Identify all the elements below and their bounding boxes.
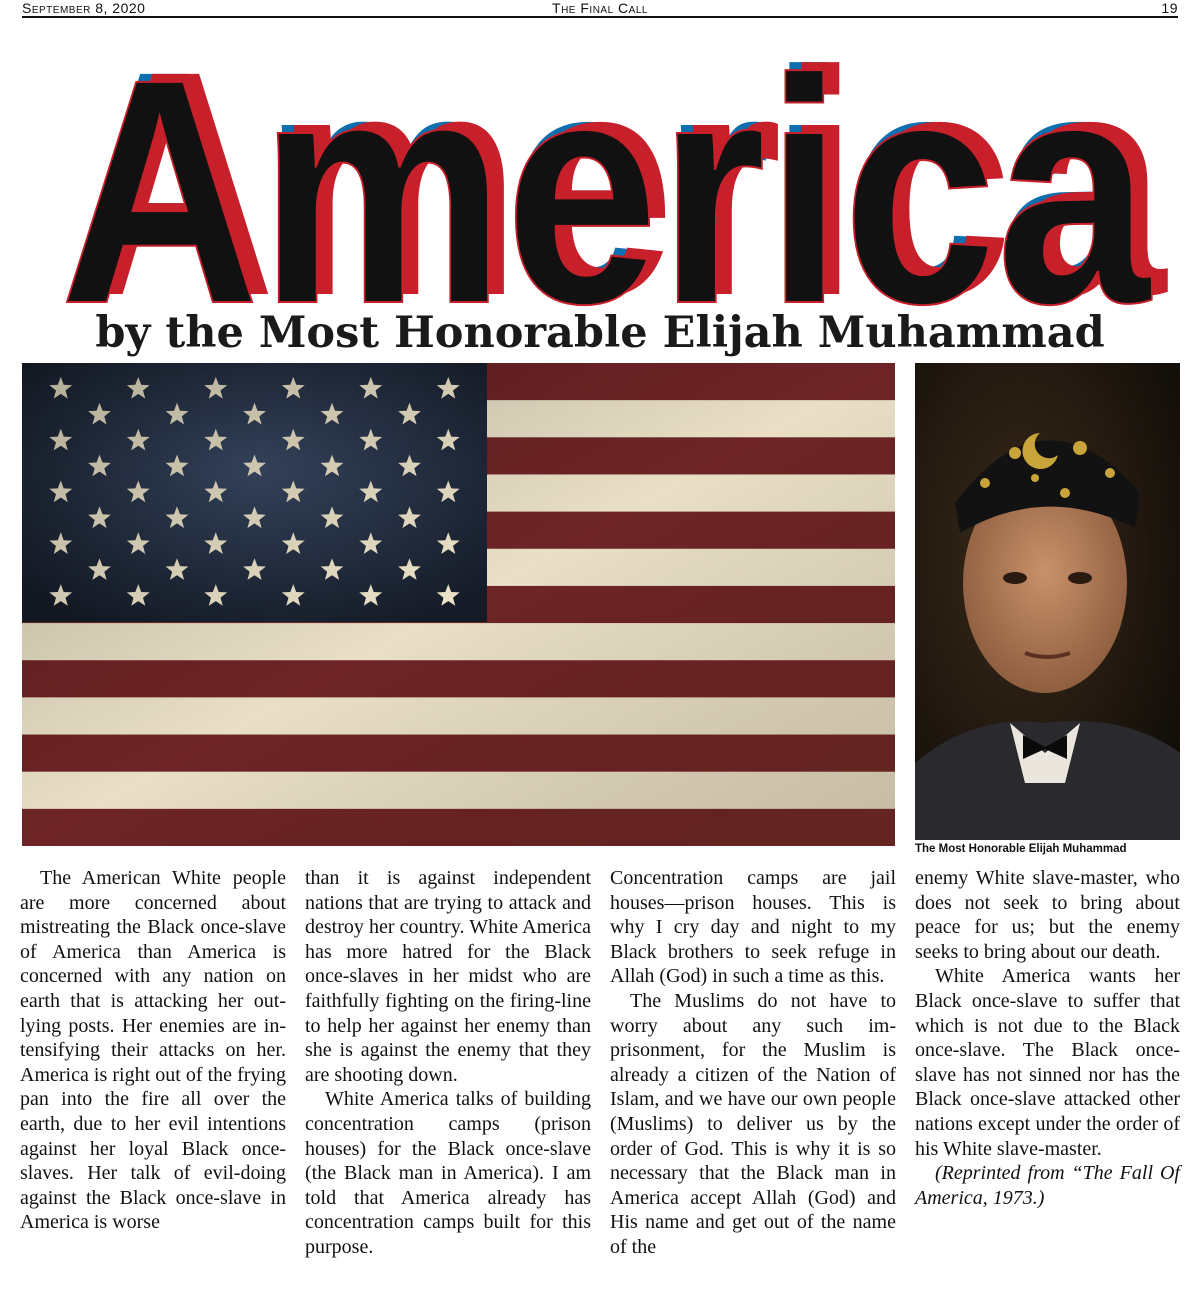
article-paragraph: Concentration camps are jail houses—prison houses. This is why I cry day and night to my Black brothers to seek refuge in Allah (God) in such a time as this. xyxy=(610,867,896,988)
headline-blue-shadow: America xyxy=(64,22,1156,322)
headline-text: America xyxy=(60,22,1152,322)
article-paragraph: than it is against independent nations that are trying to attack and destroy her country. White America has more hatred for the Black once-slaves in her midst who are faithfully fighting on the firing-line to help her against her enemy than she is against the enemy that they are shooting down. xyxy=(305,867,591,1086)
article-paragraph: enemy White slave-master, who does not seek to bring about peace for us; but the enemy seeks to bring about our death. xyxy=(915,867,1180,963)
page-number: 19 xyxy=(1161,0,1178,16)
portrait-photo xyxy=(915,363,1180,840)
headline-red-shadow: America xyxy=(76,22,1168,322)
article-paragraph: White America wants her Black once-slave to suffer that which is not due to the Black once-slave. The Black once-slave has not sinned nor has the Black once-slave attacked other nations except under the order of his White slave-master. xyxy=(915,965,1180,1160)
article-paragraph: White America talks of building concentration camps (prison houses) for the Black once-slave (the Black man in America). I am told that America already has concentration camps built for this purpose. xyxy=(305,1088,591,1258)
article-paragraph: The American White people are more concerned about mistreating the Black once-slave of America than America is concerned with any nation on earth that is attacking her out-lying posts. Her enemies are intensifying their attacks on her. America is right out of the frying pan into the fire all over the earth, due to her evil intentions against her loyal Black once-slaves. Her talk of evil-doing against the Black once-slave in America is worse xyxy=(20,867,286,1234)
article-column-3 xyxy=(610,866,896,1286)
flag-graphic xyxy=(22,363,895,846)
american-flag-image xyxy=(22,363,895,846)
headline xyxy=(20,22,1180,322)
issue-date: September 8, 2020 xyxy=(22,0,146,16)
byline: by the Most Honorable Elijah Muhammad xyxy=(95,308,1105,358)
running-header xyxy=(22,0,1178,18)
portrait-graphic xyxy=(915,363,1180,840)
article-column-2 xyxy=(305,866,591,1286)
photo-caption: The Most Honorable Elijah Muhammad xyxy=(915,843,1127,855)
article-paragraph: The Muslims do not have to worry about any such imprisonment, for the Muslim is already a citizen of the Nation of Islam, and we have our own people (Muslims) to deliver us by the order of God. This is why it is so necessary that the Black man in America accept Allah (God) and His name and get out of the name of the xyxy=(610,989,896,1258)
reprint-note: (Reprinted from “The Fall Of America, 1973.) xyxy=(915,1162,1180,1209)
article-column-1 xyxy=(20,866,286,1286)
headline-graphic xyxy=(20,22,1180,322)
newspaper-name: The Final Call xyxy=(552,0,648,16)
article-column-4 xyxy=(915,866,1180,1286)
